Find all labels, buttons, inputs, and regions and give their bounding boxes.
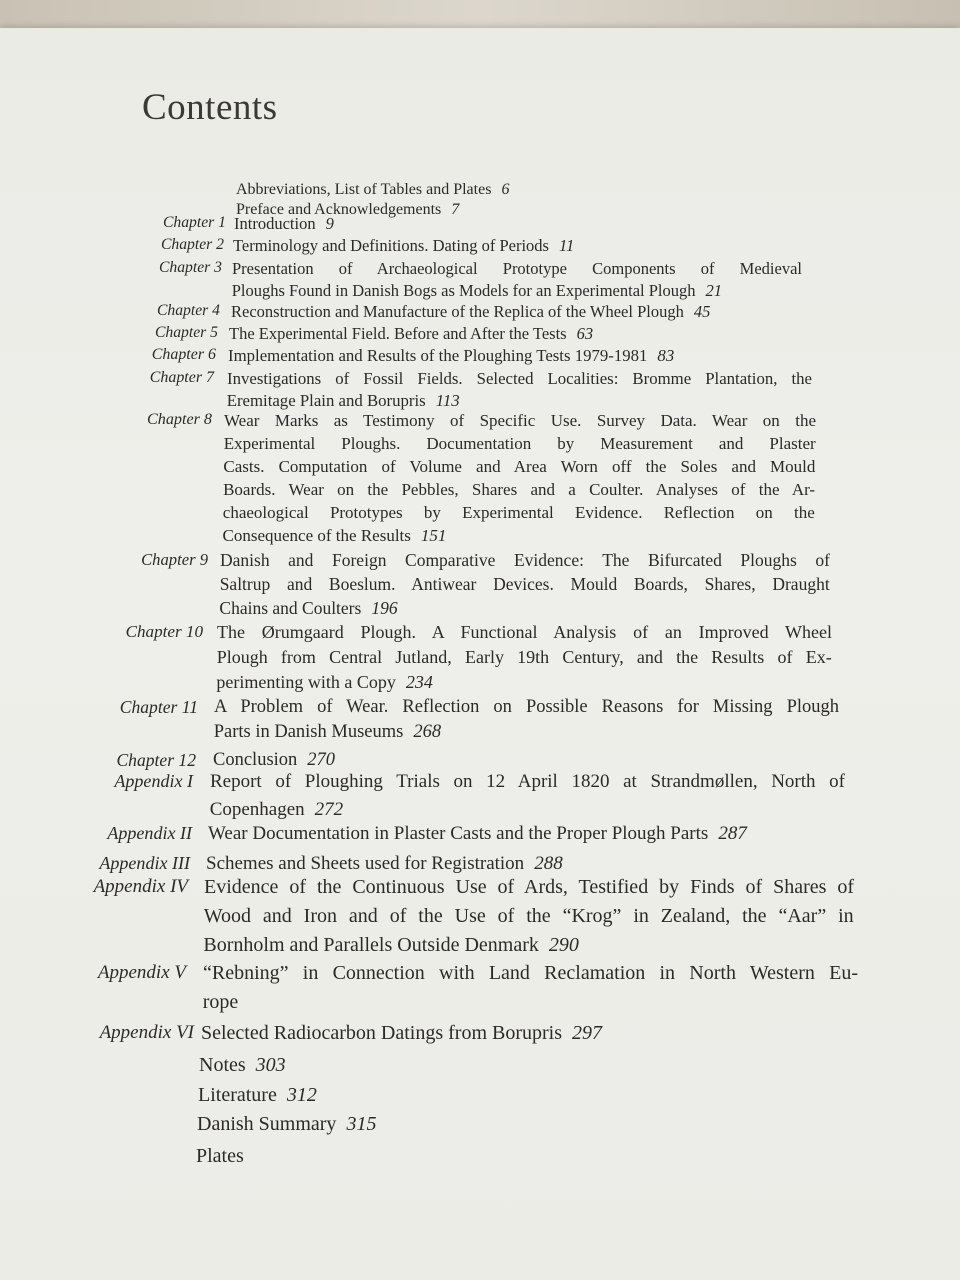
page-number: 63 [576, 323, 594, 343]
entry-title-line: Chains and Coulters 196 [219, 598, 398, 619]
entry-title-line: Boards. Wear on the Pebbles, Shares and a Coulter. Analyses of the Ar- [223, 479, 816, 499]
entry-title-line: chaeological Prototypes by Experimental Evidence. Reflection on the [222, 502, 815, 522]
entry-label: Chapter 5 [154, 323, 218, 341]
page-number: 11 [558, 235, 575, 255]
entry-title-line: Consequence of the Results 151 [222, 525, 447, 545]
entry-title-line: Plates [196, 1145, 244, 1167]
entry-title-line: Presentation of Archaeological Prototype Components of Medieval [232, 258, 802, 278]
entry-label: Chapter 6 [151, 345, 216, 363]
entry-title-line: Implementation and Results of the Ploughing Tests 1979-1981 83 [228, 345, 675, 365]
page-number: 9 [325, 213, 334, 233]
entry-title-line: Danish and Foreign Comparative Evidence: The Bifurcated Ploughs of [220, 550, 830, 571]
entry-label: Appendix IV [93, 876, 188, 897]
page-number: 113 [435, 390, 460, 410]
entry-title-line: Terminology and Definitions. Dating of Periods 11 [233, 235, 575, 255]
page-number: 270 [307, 750, 336, 771]
entry-title-line: Ploughs Found in Danish Bogs as Models for an Experimental Plough 21 [231, 280, 723, 300]
entry-title-line: Notes 303 [199, 1054, 286, 1076]
page-number: 6 [501, 181, 510, 199]
page-number: 315 [346, 1113, 377, 1135]
entry-label: Appendix V [97, 962, 186, 983]
entry-title-line: Copenhagen 272 [209, 798, 344, 820]
entry-label: Chapter 7 [149, 368, 214, 386]
entry-label: Chapter 8 [146, 410, 212, 428]
entry-title-line: rope [202, 991, 239, 1013]
entry-title-line: Schemes and Sheets used for Registration 288 [206, 852, 563, 874]
entry-title-line: Parts in Danish Museums 268 [213, 722, 442, 743]
entry-title-line: perimenting with a Copy 234 [216, 671, 433, 692]
entry-title-line: Conclusion 270 [213, 750, 336, 771]
entry-title-line: Report of Ploughing Trials on 12 April 1820 at Strandmøllen, North of [210, 770, 845, 792]
entry-title-line: Wear Documentation in Plaster Casts and the Proper Plough Parts 287 [208, 822, 747, 844]
page-number: 303 [255, 1054, 286, 1076]
page-number: 21 [705, 280, 723, 300]
entry-title-line: The Experimental Field. Before and After the Tests 63 [229, 323, 594, 343]
entry-title-line: Investigations of Fossil Fields. Selected Localities: Bromme Plantation, the [227, 368, 812, 388]
entry-label: Chapter 1 [162, 213, 226, 231]
entry-title-line: “Rebning” in Connection with Land Reclamation in North Western Eu- [203, 962, 858, 984]
page-number: 272 [314, 798, 344, 820]
entry-title-line: Wear Marks as Testimony of Specific Use. Survey Data. Wear on the [224, 410, 816, 430]
entry-label: Chapter 11 [119, 697, 198, 718]
entry-title-line: Literature 312 [198, 1084, 317, 1106]
page-title: Contents [142, 87, 278, 128]
page-number: 268 [413, 722, 442, 743]
entry-label: Appendix III [99, 852, 190, 873]
entry-label: Chapter 4 [156, 301, 220, 319]
page-number: 290 [548, 934, 579, 956]
entry-title-line: Experimental Ploughs. Documentation by Measurement and Plaster [223, 433, 816, 453]
entry-label: Appendix II [107, 822, 192, 843]
entry-label: Appendix I [114, 770, 193, 791]
page-number: 287 [718, 822, 747, 844]
entry-title-line: Introduction 9 [234, 213, 334, 233]
page-number: 151 [420, 525, 447, 545]
entry-title-line: Abbreviations, List of Tables and Plates 6 [236, 181, 510, 199]
entry-title-line: Plough from Central Jutland, Early 19th Century, and the Results of Ex- [216, 646, 832, 667]
entry-title-line: Casts. Computation of Volume and Area Worn off the Soles and Mould [223, 456, 816, 476]
entry-title-line: Evidence of the Continuous Use of Ards, Testified by Finds of Shares of [204, 876, 854, 898]
entry-title-line: Saltrup and Boeslum. Antiwear Devices. Mould Boards, Shares, Draught [219, 574, 830, 595]
page-number: 83 [657, 345, 675, 365]
page-number: 234 [405, 671, 433, 692]
entry-title-line: Bornholm and Parallels Outside Denmark 290 [203, 934, 579, 956]
entry-label: Chapter 9 [141, 550, 208, 570]
entry-title-line: Wood and Iron and of the Use of the “Krog” in Zealand, the “Aar” in [203, 905, 854, 927]
entry-label: Appendix VI [99, 1022, 194, 1043]
page-number: 45 [693, 301, 711, 321]
page-number: 312 [286, 1084, 317, 1106]
entry-title-line: Eremitage Plain and Borupris 113 [226, 390, 460, 410]
entry-label: Chapter 2 [160, 235, 224, 253]
entry-label: Chapter 3 [158, 258, 222, 276]
page-number: 7 [451, 201, 460, 219]
entry-title-line: Preface and Acknowledgements 7 [236, 201, 460, 219]
entry-label: Chapter 12 [116, 750, 196, 771]
entry-title-line: A Problem of Wear. Reflection on Possible Reasons for Missing Plough [214, 697, 839, 718]
entry-title-line: Selected Radiocarbon Datings from Borupris 297 [201, 1022, 603, 1044]
page-number: 288 [534, 852, 563, 874]
page-number: 297 [572, 1022, 603, 1044]
entry-title-line: The Ørumgaard Plough. A Functional Analysis of an Improved Wheel [217, 621, 832, 642]
entry-title-line: Danish Summary 315 [197, 1113, 377, 1135]
entry-label: Chapter 10 [125, 621, 203, 641]
page-number: 196 [371, 598, 398, 619]
entry-title-line: Reconstruction and Manufacture of the Replica of the Wheel Plough 45 [231, 301, 711, 321]
